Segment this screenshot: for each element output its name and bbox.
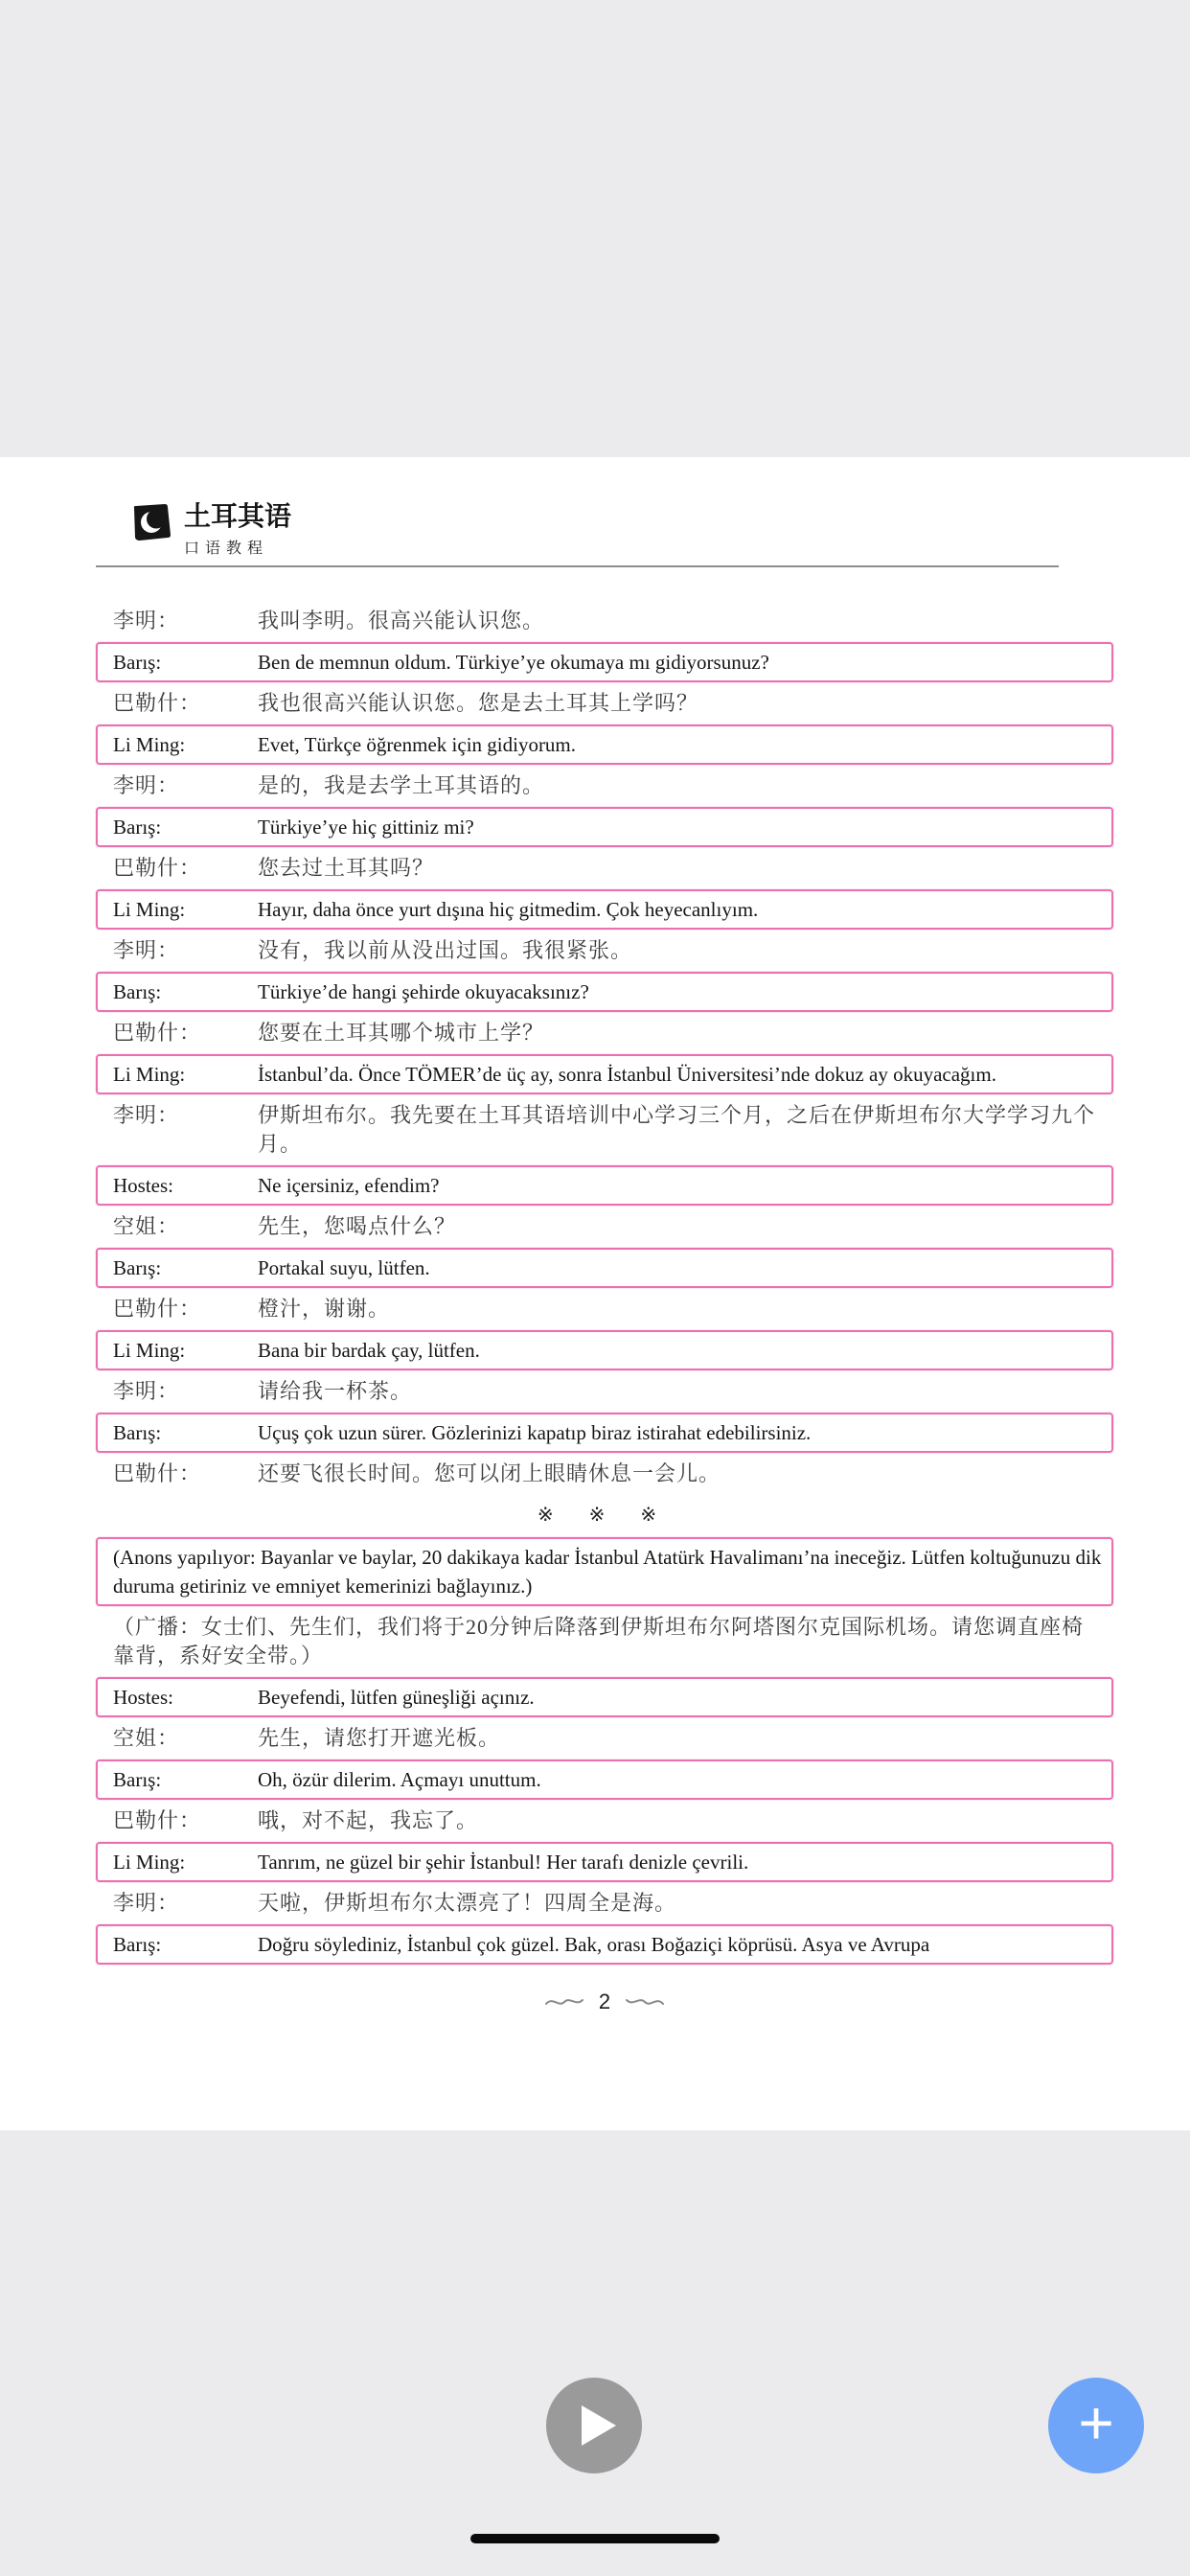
dialogue-speaker: Li Ming: — [113, 1850, 186, 1874]
top-gutter — [0, 0, 1190, 457]
dialogue-text: 哦，对不起，我忘了。 — [258, 1807, 479, 1832]
dialogue-row[interactable] — [96, 1924, 1113, 1965]
dialogue-row — [96, 767, 1113, 805]
dialogue-row — [96, 1884, 1113, 1922]
dialogue-row — [96, 932, 1113, 970]
book-logo-text — [184, 503, 291, 558]
dialogue-speaker: 巴勒什： — [113, 1020, 202, 1045]
book-header — [128, 503, 1113, 558]
footer-flourish-right-icon — [626, 1995, 664, 2009]
dialogue-speaker: 李明： — [113, 937, 180, 962]
dialogue-speaker: Barış: — [113, 1767, 162, 1791]
dialogue-list — [96, 602, 1113, 1965]
header-rule — [96, 565, 1059, 567]
dialogue-speaker: 李明： — [113, 772, 180, 797]
dialogue-text: (Anons yapılıyor: Bayanlar ve baylar, 20 dakikaya kadar İstanbul Atatürk Havalimanı’na ineceğiz. Lütfen koltuğunuzu dik duruma getiriniz ve emniyet kemerinizi bağlayınız.) — [113, 1545, 1102, 1598]
dialogue-text: Türkiye’de hangi şehirde okuyacaksınız? — [258, 979, 589, 1003]
dialogue-text: Ne içersiniz, efendim? — [258, 1173, 440, 1197]
dialogue-speaker: Hostes: — [113, 1685, 173, 1709]
dialogue-row[interactable] — [96, 1330, 1113, 1370]
book-series-subtitle: 口语教程 — [184, 540, 269, 557]
page-number: 2 — [598, 1989, 611, 2013]
dialogue-row — [96, 1455, 1113, 1493]
dialogue-row — [96, 1014, 1113, 1052]
dialogue-text: Türkiye’ye hiç gittiniz mi? — [258, 815, 474, 839]
dialogue-speaker: 李明： — [113, 1890, 180, 1915]
dialogue-text: 我叫李明。很高兴能认识您。 — [258, 608, 545, 632]
dialogue-row — [96, 1495, 1113, 1535]
dialogue-text: Portakal suyu, lütfen. — [258, 1255, 430, 1279]
footer-flourish-left-icon — [545, 1995, 584, 2009]
dialogue-row[interactable] — [96, 1842, 1113, 1882]
dialogue-row[interactable] — [96, 889, 1113, 930]
dialogue-speaker: Barış: — [113, 1420, 162, 1444]
dialogue-row[interactable] — [96, 1677, 1113, 1717]
dialogue-text: Uçuş çok uzun sürer. Gözlerinizi kapatıp biraz istirahat edebilirsiniz. — [258, 1420, 812, 1444]
dialogue-text: 您要在土耳其哪个城市上学？ — [258, 1020, 545, 1045]
dialogue-row[interactable] — [96, 1537, 1113, 1606]
dialogue-row — [96, 1802, 1113, 1840]
dialogue-text: Ben de memnun oldum. Türkiye’ye okumaya mı gidiyorsunuz? — [258, 650, 769, 674]
dialogue-text: 先生，请您打开遮光板。 — [258, 1725, 501, 1750]
dialogue-speaker: Li Ming: — [113, 1338, 186, 1362]
dialogue-text: Hayır, daha önce yurt dışına hiç gitmedim. Çok heyecanlıyım. — [258, 897, 759, 921]
dialogue-text: 我也很高兴能认识您。您是去土耳其上学吗？ — [258, 690, 699, 715]
dialogue-text: Doğru söylediniz, İstanbul çok güzel. Bak, orası Boğaziçi köprüsü. Asya ve Avrupa — [258, 1932, 930, 1956]
dialogue-row[interactable] — [96, 1760, 1113, 1800]
dialogue-text: 是的，我是去学土耳其语的。 — [258, 772, 545, 797]
dialogue-speaker: Barış: — [113, 979, 162, 1003]
dialogue-speaker: 李明： — [113, 1102, 180, 1127]
page-footer — [96, 1990, 1113, 2014]
dialogue-row[interactable] — [96, 642, 1113, 682]
dialogue-row — [96, 849, 1113, 887]
dialogue-speaker: Li Ming: — [113, 897, 186, 921]
dialogue-row[interactable] — [96, 1054, 1113, 1094]
dialogue-row[interactable] — [96, 1248, 1113, 1288]
dialogue-speaker: Li Ming: — [113, 1062, 186, 1086]
dialogue-row — [96, 1096, 1113, 1163]
dialogue-text: 还要飞很长时间。您可以闭上眼睛休息一会儿。 — [258, 1460, 721, 1485]
dialogue-row — [96, 684, 1113, 723]
dialogue-speaker: Barış: — [113, 1255, 162, 1279]
dialogue-speaker: 巴勒什： — [113, 1460, 202, 1485]
dialogue-row[interactable] — [96, 724, 1113, 765]
dialogue-text: Bana bir bardak çay, lütfen. — [258, 1338, 480, 1362]
dialogue-row[interactable] — [96, 807, 1113, 847]
dialogue-text: Evet, Türkçe öğrenmek için gidiyorum. — [258, 732, 577, 756]
dialogue-text: 请给我一杯茶。 — [258, 1378, 413, 1403]
dialogue-text: 伊斯坦布尔。我先要在土耳其语培训中心学习三个月，之后在伊斯坦布尔大学学习九个月。 — [258, 1102, 1096, 1156]
dialogue-text: Oh, özür dilerim. Açmayı unuttum. — [258, 1767, 541, 1791]
dialogue-speaker: 李明： — [113, 608, 180, 632]
dialogue-speaker: 李明： — [113, 1378, 180, 1403]
dialogue-text: ※ ※ ※ — [537, 1504, 673, 1526]
book-series-title: 土耳其语 — [184, 502, 292, 532]
dialogue-speaker: 巴勒什： — [113, 855, 202, 880]
dialogue-text: İstanbul’da. Önce TÖMER’de üç ay, sonra İstanbul Üniversitesi’nde dokuz ay okuyacağım. — [258, 1062, 996, 1086]
dialogue-text: Tanrım, ne güzel bir şehir İstanbul! Her tarafı denizle çevrili. — [258, 1850, 749, 1874]
home-indicator[interactable] — [470, 2534, 720, 2543]
dialogue-text: 没有，我以前从没出过国。我很紧张。 — [258, 937, 633, 962]
dialogue-row — [96, 1290, 1113, 1328]
dialogue-text: （广播：女士们、先生们，我们将于20分钟后降落到伊斯坦布尔阿塔图尔克国际机场。请您调直座椅靠背，系好安全带。） — [113, 1614, 1085, 1668]
dialogue-text: 先生，您喝点什么？ — [258, 1213, 457, 1238]
dialogue-speaker: Barış: — [113, 650, 162, 674]
dialogue-speaker: 空姐： — [113, 1725, 180, 1750]
play-button[interactable] — [546, 2378, 642, 2473]
dialogue-row — [96, 602, 1113, 640]
dialogue-row — [96, 1719, 1113, 1758]
dialogue-row[interactable] — [96, 1165, 1113, 1206]
dialogue-text: Beyefendi, lütfen güneşliği açınız. — [258, 1685, 535, 1709]
dialogue-speaker: Barış: — [113, 1932, 162, 1956]
dialogue-speaker: Barış: — [113, 815, 162, 839]
dialogue-row[interactable] — [96, 972, 1113, 1012]
plus-icon: + — [1078, 2388, 1114, 2457]
add-button[interactable] — [1048, 2378, 1144, 2473]
dialogue-speaker: Hostes: — [113, 1173, 173, 1197]
book-logo-icon — [128, 503, 172, 541]
dialogue-row — [96, 1608, 1113, 1675]
dialogue-text: 您去过土耳其吗？ — [258, 855, 435, 880]
dialogue-speaker: 空姐： — [113, 1213, 180, 1238]
dialogue-row[interactable] — [96, 1413, 1113, 1453]
dialogue-speaker: Li Ming: — [113, 732, 186, 756]
dialogue-text: 橙汁，谢谢。 — [258, 1296, 391, 1321]
textbook-page — [0, 457, 1190, 2130]
dialogue-row — [96, 1372, 1113, 1411]
dialogue-speaker: 巴勒什： — [113, 1296, 202, 1321]
dialogue-row — [96, 1208, 1113, 1246]
dialogue-speaker: 巴勒什： — [113, 1807, 202, 1832]
dialogue-text: 天啦，伊斯坦布尔太漂亮了！四周全是海。 — [258, 1890, 677, 1915]
play-icon — [582, 2405, 616, 2446]
dialogue-speaker: 巴勒什： — [113, 690, 202, 715]
